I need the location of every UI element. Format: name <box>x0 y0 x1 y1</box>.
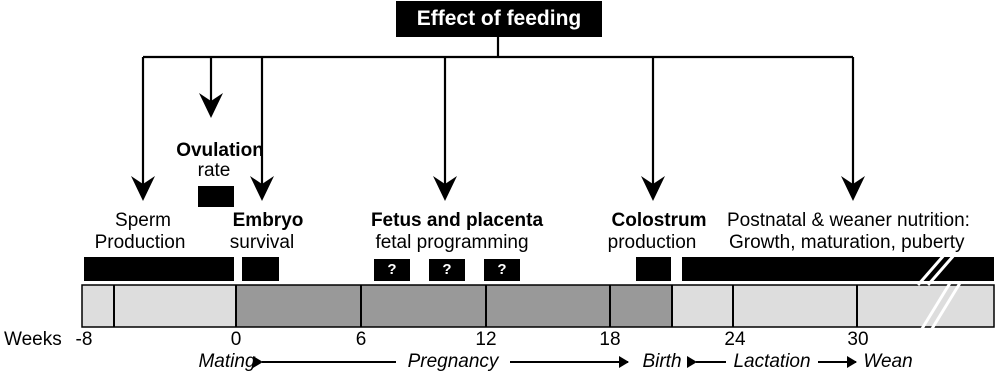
label-sperm-production: Production <box>94 232 186 253</box>
event-lactation: Lactation <box>733 351 811 372</box>
label-postnatal-growth: Growth, maturation, puberty <box>729 232 965 253</box>
question-box-2: ? <box>429 259 465 281</box>
event-pregnancy: Pregnancy <box>407 351 499 372</box>
label-colostrum: Colostrum <box>611 210 707 231</box>
label-embryo: Embryo <box>232 210 304 231</box>
label-ovulation-rate: rate <box>197 160 231 181</box>
label-fetal-programming: fetal programming <box>375 232 529 253</box>
axis-label-weeks: Weeks <box>4 329 62 350</box>
tick-label: 0 <box>230 329 242 350</box>
tick-label: 12 <box>475 329 497 350</box>
label-embryo-survival: survival <box>229 232 295 253</box>
tick-label: 30 <box>847 329 869 350</box>
tick-label: 24 <box>724 329 746 350</box>
label-sperm: Sperm <box>115 210 171 231</box>
label-colostrum-production: production <box>607 232 697 253</box>
event-wean: Wean <box>863 351 913 372</box>
event-birth: Birth <box>642 351 682 372</box>
label-ovulation: Ovulation <box>176 140 264 161</box>
label-fetus-placenta: Fetus and placenta <box>370 210 544 231</box>
tick-label: 18 <box>599 329 621 350</box>
question-box-1: ? <box>374 259 410 281</box>
event-mating: Mating <box>198 351 256 372</box>
title-box: Effect of feeding <box>396 1 602 37</box>
tick-label: 6 <box>355 329 367 350</box>
tick-label: -8 <box>75 329 93 350</box>
label-postnatal: Postnatal & weaner nutrition: <box>727 210 970 231</box>
question-box-3: ? <box>484 259 520 281</box>
